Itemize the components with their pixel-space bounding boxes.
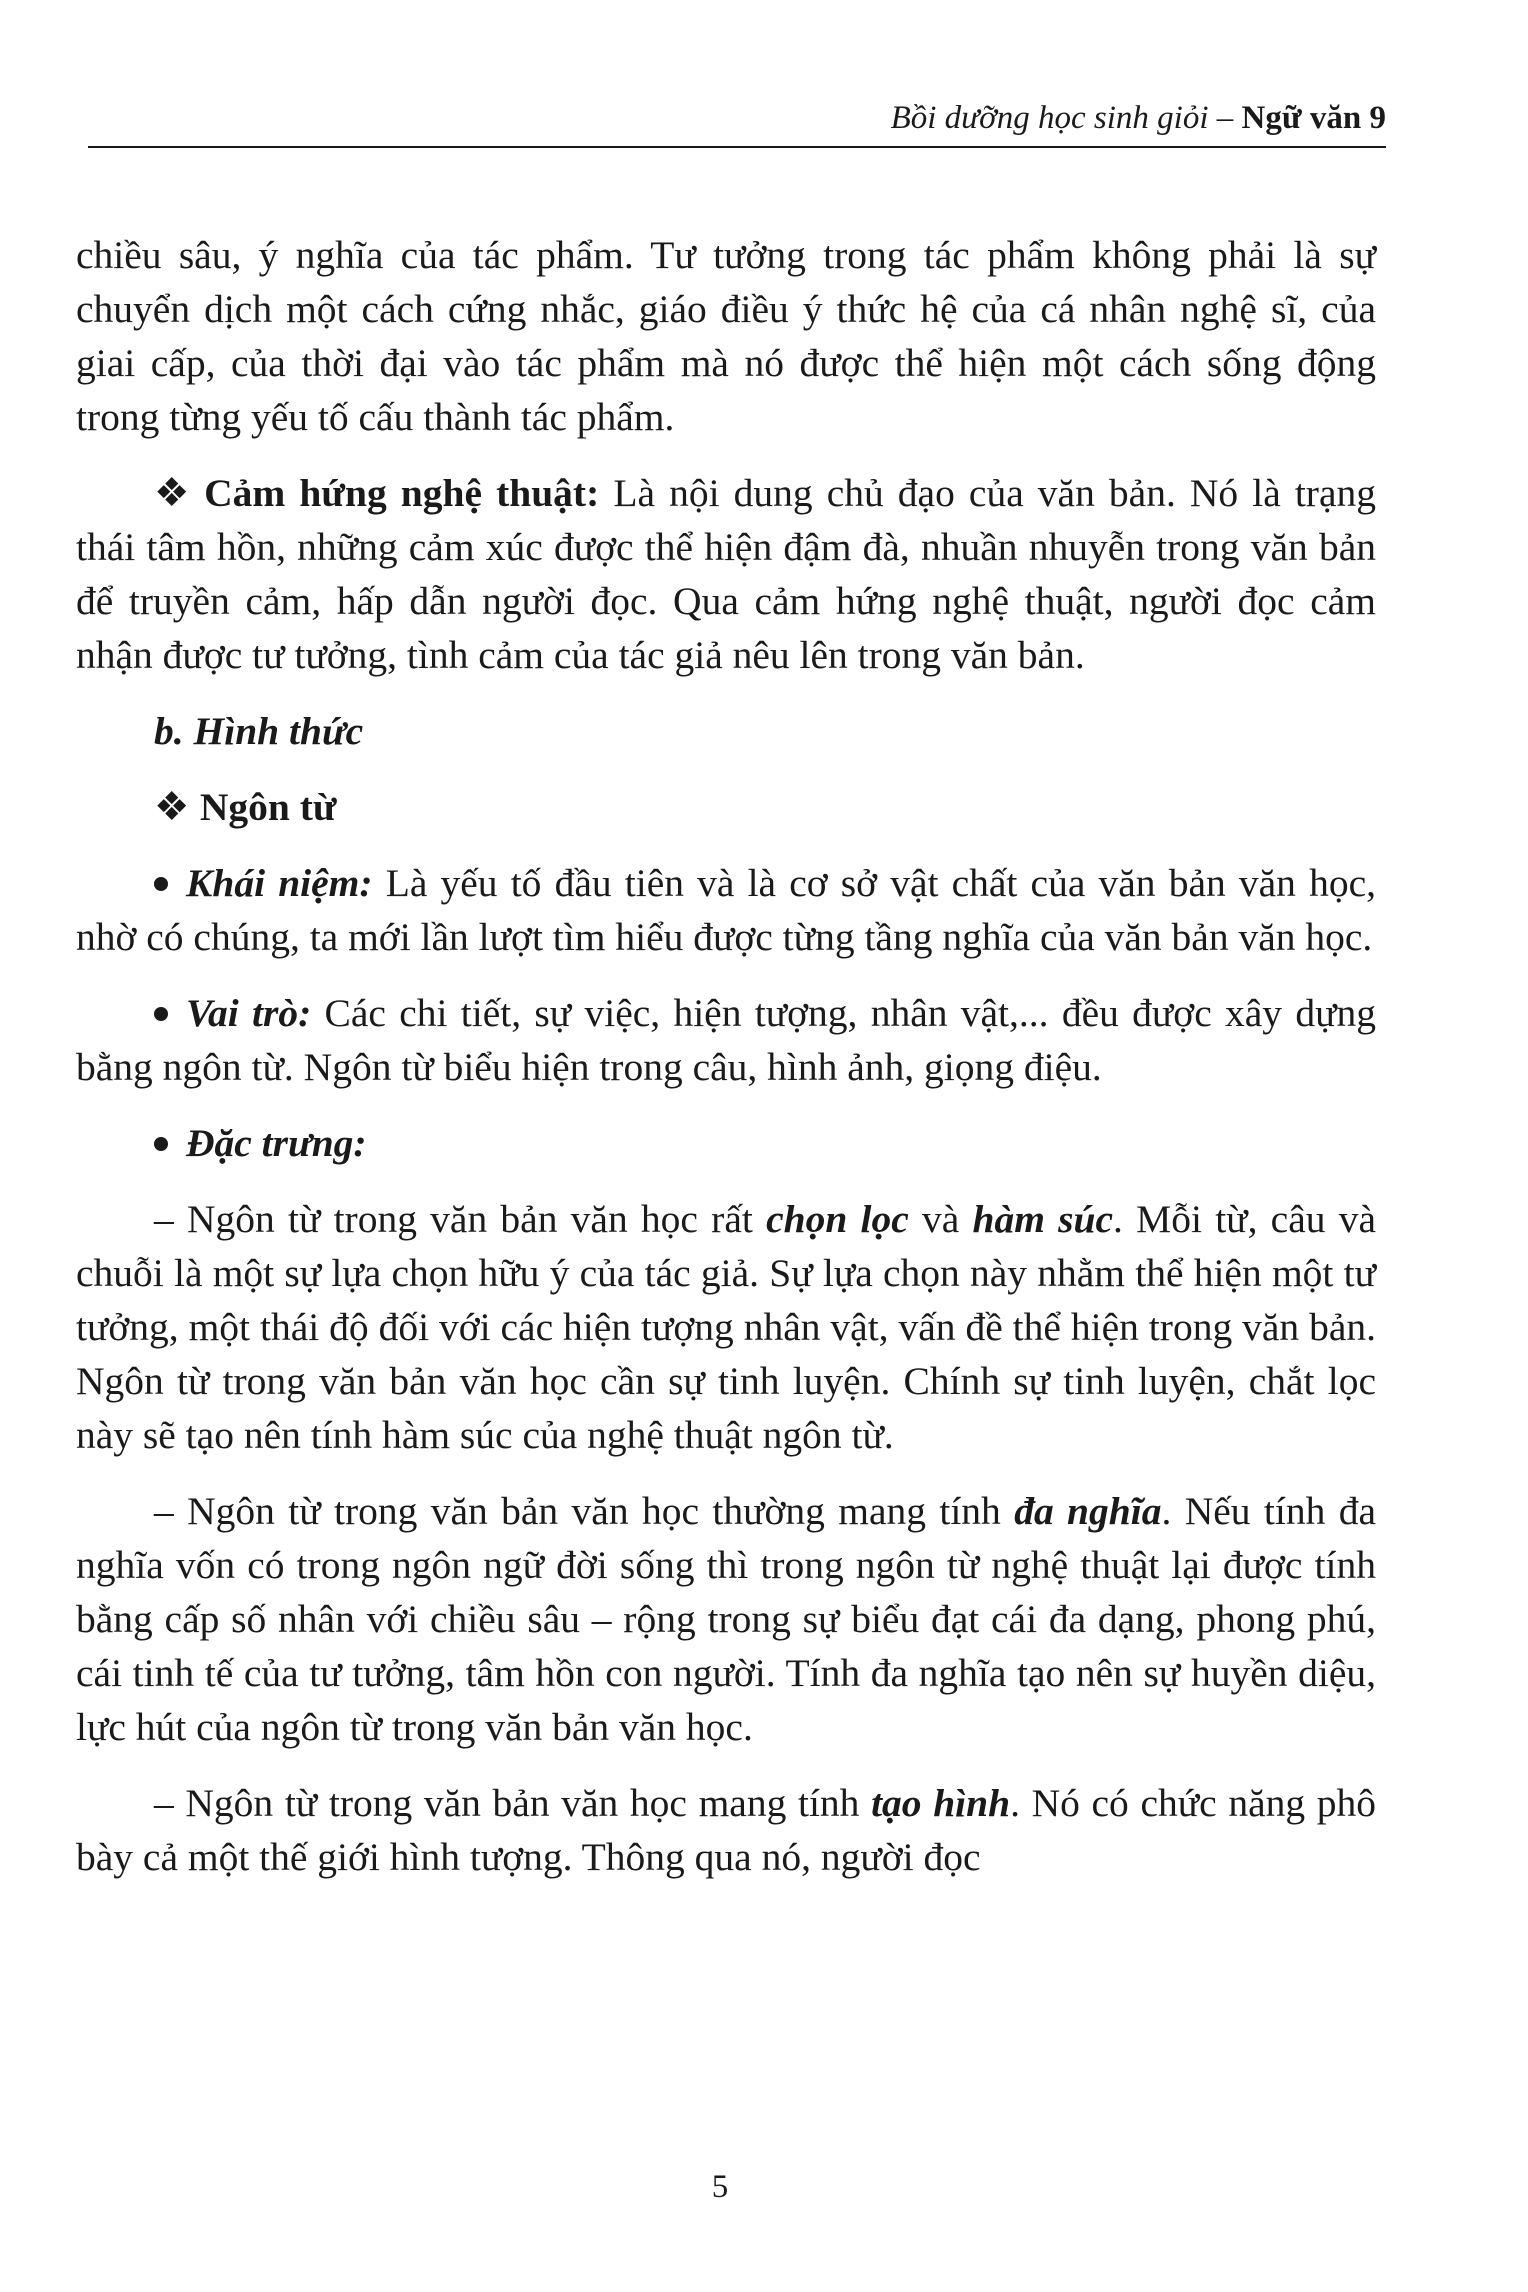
text-segment: . Nếu tính đa nghĩa vốn có trong ngôn ngữ đời sống thì trong ngôn từ nghệ thuật lại được tính bằng cấp số nhân với chiều sâu – rộng trong sự biểu đạt cái đa dạng, phong phú, cái tinh tế của tư tưởng, tâm hồn con người. Tính đa nghĩa tạo nên sự huyền diệu, lực hút của ngôn từ trong văn bản văn học. — [76, 1489, 1376, 1749]
heading-hinh-thuc: b. Hình thức — [154, 709, 364, 753]
header-series-title: Bồi dưỡng học sinh giỏi — [890, 100, 1209, 136]
page-number: 5 — [711, 2169, 729, 2205]
text-segment: . Mỗi từ, câu và chuỗi là một sự lựa chọn hữu ý của tác giả. Sự lựa chọn này nhằm thể hiện một tư tưởng, một thái độ đối với các hiện tượng nhân vật, vấn đề thể hiện trong văn bản. Ngôn từ trong văn bản văn học cần sự tinh luyện. Chính sự tinh luyện, chắt lọc này sẽ tạo nên tính hàm súc của nghệ thuật ngôn từ. — [76, 1197, 1377, 1457]
text-segment: – Ngôn từ trong văn bản văn học rất — [154, 1197, 767, 1241]
text-cam-hung: Là nội dung chủ đạo của văn bản. Nó là trạng thái tâm hồn, những cảm xúc được thể hiện đậm đà, nhuần nhuyễn trong văn bản để truyền cảm, hấp dẫn người đọc. Qua cảm hứng nghệ thuật, người đọc cảm nhận được tư tưởng, tình cảm của tác giả nêu lên trong văn bản. — [76, 471, 1376, 677]
paragraph-tao-hinh — [76, 1776, 1376, 1884]
term-khai-niem: Khái niệm: — [186, 861, 373, 905]
text-segment: – Ngôn từ trong văn bản văn học mang tính — [154, 1781, 872, 1825]
text-khai-niem: Là yếu tố đầu tiên và là cơ sở vật chất của văn bản văn học, nhờ có chúng, ta mới lần lượt tìm hiểu được từng tầng nghĩa của văn bản văn học. — [76, 861, 1376, 959]
page-body — [76, 228, 1376, 1906]
header-subject: Ngữ văn 9 — [1241, 100, 1386, 136]
paragraph-chon-loc — [76, 1192, 1376, 1462]
paragraph-cam-hung — [76, 466, 1376, 682]
text-segment: – Ngôn từ trong văn bản văn học thường mang tính — [154, 1489, 1015, 1533]
emphasis-da-nghia: đa nghĩa — [1014, 1489, 1162, 1533]
term-dac-trung: Đặc trưng: — [186, 1121, 367, 1165]
round-bullet-icon — [154, 1137, 168, 1151]
header-separator: – — [1208, 100, 1242, 136]
emphasis-tao-hinh: tạo hình — [871, 1781, 1011, 1825]
heading-ngon-tu: Ngôn từ — [199, 785, 337, 829]
text-vai-tro: Các chi tiết, sự việc, hiện tượng, nhân vật,... đều được xây dựng bằng ngôn từ. Ngôn từ biểu hiện trong câu, hình ảnh, giọng điệu. — [76, 991, 1376, 1089]
emphasis-chon-loc: chọn lọc — [766, 1197, 909, 1241]
paragraph-dac-trung — [76, 1116, 1376, 1170]
paragraph-vai-tro — [76, 986, 1376, 1094]
heading-ngon-tu-row — [76, 780, 1376, 834]
round-bullet-icon — [154, 1007, 168, 1021]
term-vai-tro: Vai trò: — [186, 991, 312, 1035]
diamond-bullet-icon: ❖ — [154, 785, 190, 829]
running-header — [88, 96, 1386, 148]
round-bullet-icon — [154, 877, 168, 891]
paragraph-continuation: chiều sâu, ý nghĩa của tác phẩm. Tư tưởng trong tác phẩm không phải là sự chuyển dịch một cách cứng nhắc, giáo điều ý thức hệ của cá nhân nghệ sĩ, của giai cấp, của thời đại vào tác phẩm mà nó được thể hiện một cách sống động trong từng yếu tố cấu thành tác phẩm. — [76, 233, 1376, 439]
text-segment: và — [908, 1197, 973, 1241]
emphasis-ham-suc: hàm súc — [972, 1197, 1114, 1241]
text-segment: . Nó có chức năng phô bày cả một thế giới hình tượng. Thông qua nó, người đọc — [76, 1781, 1376, 1879]
paragraph-da-nghia — [76, 1484, 1376, 1754]
term-cam-hung: Cảm hứng nghệ thuật: — [204, 471, 600, 515]
diamond-bullet-icon: ❖ — [154, 471, 190, 515]
paragraph-khai-niem — [76, 856, 1376, 964]
